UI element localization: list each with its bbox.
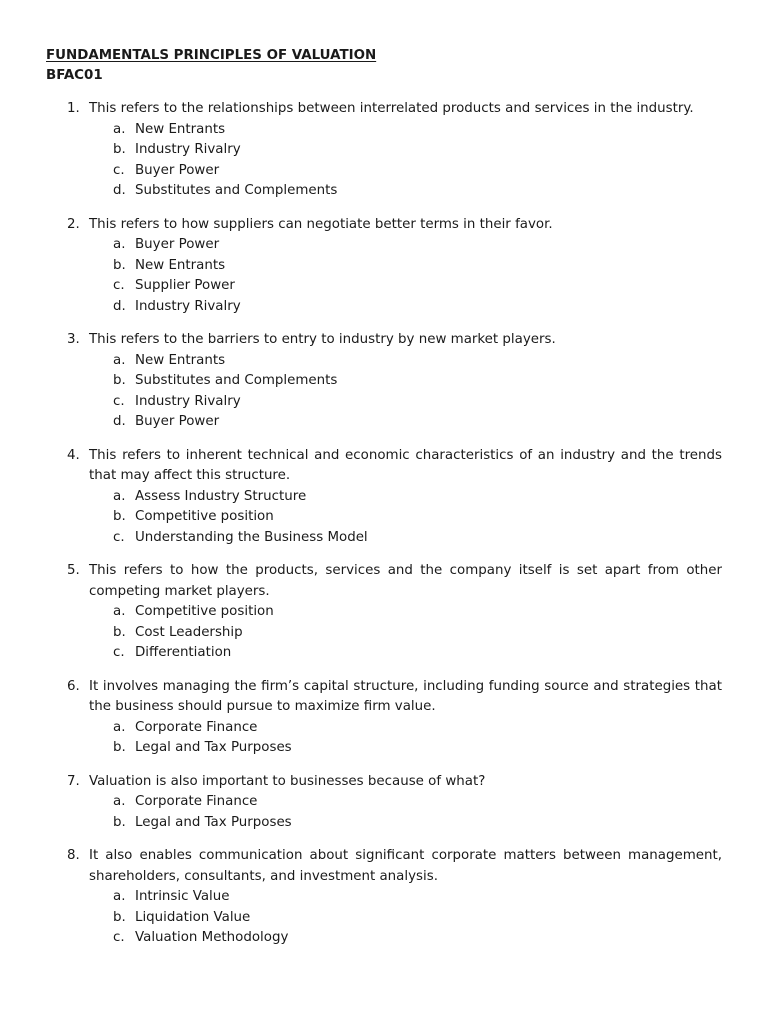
option-letter: a.: [113, 237, 126, 252]
answer-option: [46, 140, 722, 161]
question-text: This refers to how suppliers can negotiate better terms in their favor.: [89, 216, 553, 232]
option-text: Buyer Power: [135, 162, 220, 178]
option-list: [46, 235, 722, 317]
question-item: [46, 215, 722, 318]
option-letter: b.: [113, 624, 126, 640]
option-text: Valuation Methodology: [135, 930, 289, 945]
option-letter: c.: [113, 162, 125, 178]
option-letter: a.: [113, 719, 126, 735]
question-text: Valuation is also important to businesses because of what?: [89, 773, 486, 789]
option-list: [46, 792, 722, 833]
option-list: [46, 887, 722, 949]
answer-option: [46, 887, 722, 908]
answer-option: [46, 718, 722, 739]
question-row: [46, 772, 722, 793]
option-text: Intrinsic Value: [135, 889, 230, 904]
answer-option: [46, 738, 722, 759]
option-text: Industry Rivalry: [135, 298, 241, 314]
answer-option: [46, 256, 722, 277]
course-code: BFAC01: [46, 68, 103, 83]
option-letter: b.: [113, 740, 126, 755]
option-text: New Entrants: [135, 352, 226, 368]
option-list: [46, 120, 722, 202]
option-text: Corporate Finance: [135, 719, 258, 735]
question-number: 5.: [67, 563, 80, 578]
option-text: Supplier Power: [135, 278, 235, 293]
question-row: [46, 446, 722, 487]
option-letter: c.: [113, 645, 125, 660]
question-item: [46, 772, 722, 834]
answer-option: [46, 371, 722, 392]
answer-option: [46, 297, 722, 318]
question-row: [46, 561, 722, 602]
answer-option: [46, 643, 722, 664]
option-list: [46, 351, 722, 433]
option-text: Differentiation: [135, 645, 232, 660]
question-item: [46, 330, 722, 433]
answer-option: [46, 161, 722, 182]
option-text: Legal and Tax Purposes: [135, 740, 292, 755]
option-letter: b.: [113, 257, 126, 273]
answer-option: [46, 351, 722, 372]
question-row: [46, 215, 722, 236]
question-item: [46, 99, 722, 202]
option-letter: a.: [113, 604, 126, 619]
question-text: This refers to the relationships between interrelated products and services in the industry.: [89, 101, 694, 116]
option-letter: b.: [113, 814, 126, 830]
question-item: [46, 846, 722, 949]
option-text: Legal and Tax Purposes: [135, 814, 292, 830]
option-letter: d.: [113, 298, 126, 314]
answer-option: [46, 928, 722, 949]
option-letter: c.: [113, 393, 125, 409]
answer-option: [46, 813, 722, 834]
option-text: Liquidation Value: [135, 909, 251, 925]
option-letter: a.: [113, 352, 126, 368]
option-letter: d.: [113, 183, 126, 198]
option-letter: b.: [113, 509, 126, 524]
option-text: Assess Industry Structure: [135, 488, 307, 504]
option-text: Industry Rivalry: [135, 142, 241, 157]
answer-option: [46, 235, 722, 256]
question-row: [46, 330, 722, 351]
option-letter: b.: [113, 373, 126, 388]
option-text: Industry Rivalry: [135, 393, 241, 409]
question-number: 3.: [67, 332, 80, 347]
option-letter: a.: [113, 121, 126, 137]
option-list: [46, 487, 722, 549]
answer-option: [46, 507, 722, 528]
option-letter: a.: [113, 889, 126, 904]
question-list: [46, 99, 722, 949]
answer-option: [46, 120, 722, 141]
option-text: New Entrants: [135, 257, 226, 273]
option-text: Cost Leadership: [135, 624, 243, 640]
option-letter: b.: [113, 909, 126, 925]
question-item: [46, 446, 722, 549]
option-text: Corporate Finance: [135, 794, 258, 809]
question-row: [46, 846, 722, 887]
option-letter: b.: [113, 142, 126, 157]
option-text: New Entrants: [135, 121, 226, 137]
answer-option: [46, 392, 722, 413]
option-text: Understanding the Business Model: [135, 529, 368, 545]
question-row: [46, 677, 722, 718]
question-item: [46, 677, 722, 759]
option-letter: c.: [113, 930, 125, 945]
question-text: This refers to inherent technical and economic characteristics of an industry and the trends that may affect this structure.: [89, 447, 722, 483]
option-text: Buyer Power: [135, 237, 220, 252]
question-number: 8.: [67, 848, 80, 863]
question-number: 4.: [67, 447, 80, 463]
answer-option: [46, 181, 722, 202]
answer-option: [46, 602, 722, 623]
option-text: Buyer Power: [135, 414, 220, 429]
answer-option: [46, 908, 722, 929]
question-row: [46, 99, 722, 120]
answer-option: [46, 528, 722, 549]
option-text: Competitive position: [135, 604, 274, 619]
question-number: 2.: [67, 216, 80, 232]
answer-option: [46, 276, 722, 297]
question-text: This refers to the barriers to entry to industry by new market players.: [89, 332, 556, 347]
answer-option: [46, 623, 722, 644]
option-text: Competitive position: [135, 509, 274, 524]
option-list: [46, 602, 722, 664]
question-text: It also enables communication about significant corporate matters between management, shareholders, consultants, and investment analysis.: [89, 848, 722, 884]
answer-option: [46, 412, 722, 433]
option-letter: a.: [113, 794, 126, 809]
answer-option: [46, 487, 722, 508]
option-letter: a.: [113, 488, 126, 504]
option-list: [46, 718, 722, 759]
answer-option: [46, 792, 722, 813]
question-number: 1.: [67, 101, 80, 116]
question-text: This refers to how the products, services and the company itself is set apart from other competing market players.: [89, 563, 722, 599]
option-text: Substitutes and Complements: [135, 373, 338, 388]
option-letter: c.: [113, 529, 125, 545]
option-text: Substitutes and Complements: [135, 183, 338, 198]
question-number: 7.: [67, 773, 80, 789]
question-item: [46, 561, 722, 664]
document-title: FUNDAMENTALS PRINCIPLES OF VALUATION: [46, 48, 377, 63]
option-letter: d.: [113, 414, 126, 429]
question-text: It involves managing the firm’s capital structure, including funding source and strategies that the business should pursue to maximize firm value.: [89, 678, 722, 714]
option-letter: c.: [113, 278, 125, 293]
question-number: 6.: [67, 678, 80, 694]
